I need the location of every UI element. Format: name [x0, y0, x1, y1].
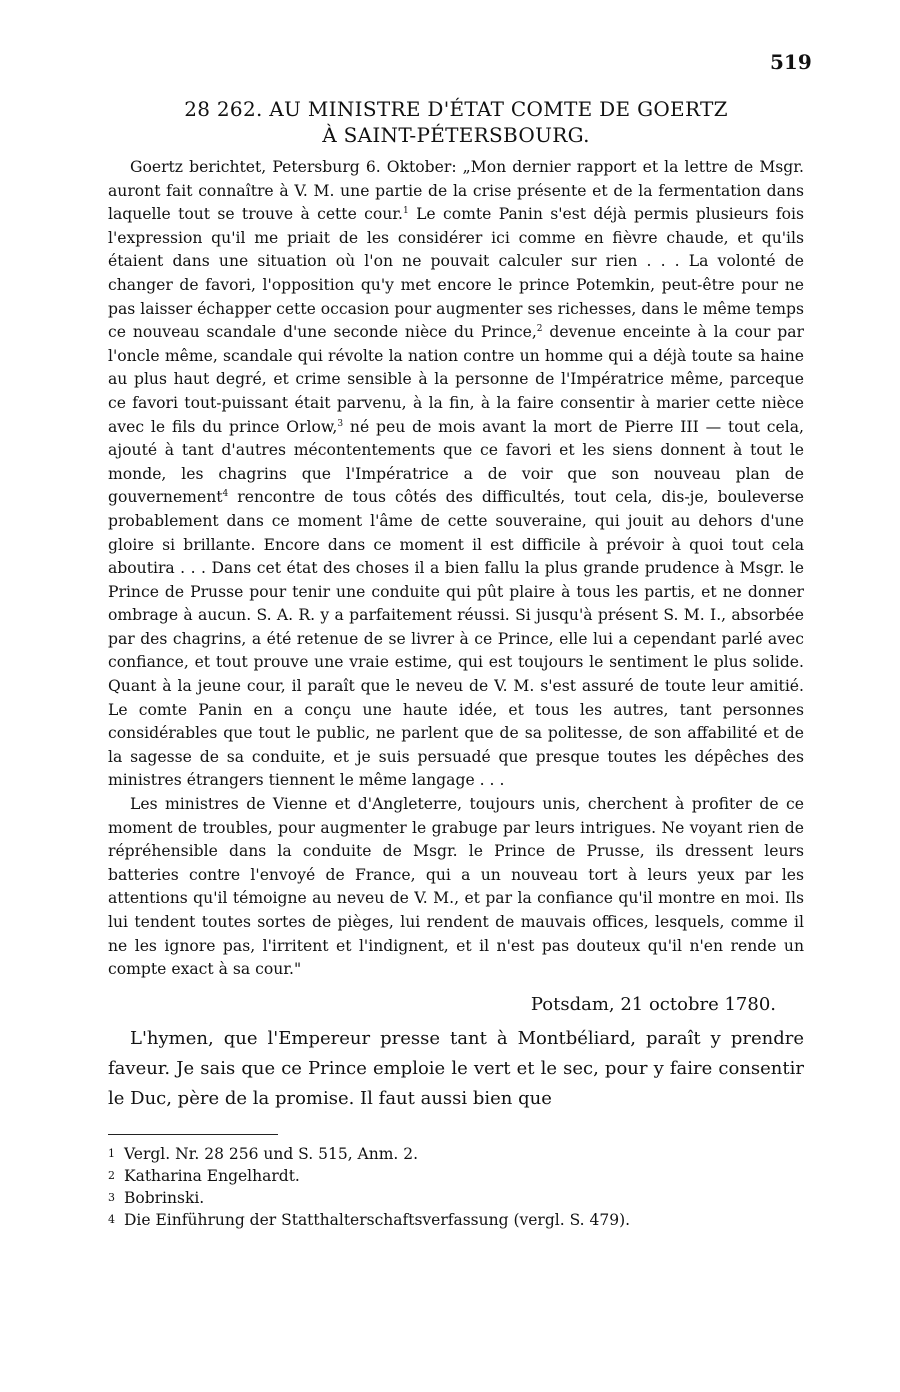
- footnote-ref-3: 3: [337, 418, 344, 429]
- footnote-number: 2: [108, 1168, 115, 1182]
- footnote-rule: [108, 1134, 278, 1135]
- footnote-text: Die Einführung der Statthalterschaftsverfassung (vergl. S. 479).: [124, 1210, 631, 1229]
- main-text: [108, 1024, 804, 1114]
- footnote-ref-2: 2: [536, 323, 543, 334]
- letter-paragraph-1: [108, 156, 804, 793]
- footnote-4: [108, 1209, 804, 1231]
- letter-text: Goertz berichtet, Petersburg 6. Oktober: „Mon dernier rapport et la lettre de Msgr. auront fait connaître à V. M. une partie de la crise présente et de la fermentation dans laquelle tout se trouve à cette cour.: [108, 158, 804, 224]
- footnote-number: 1: [108, 1146, 115, 1160]
- footnote-text: Vergl. Nr. 28 256 und S. 515, Anm. 2.: [124, 1144, 419, 1163]
- footnotes: [108, 1143, 804, 1231]
- page-number: 519: [770, 50, 812, 74]
- letter-paragraph-2: Les ministres de Vienne et d'Angleterre, toujours unis, cherchent à profiter de ce moment de troubles, pour augmenter le grabuge par leurs intrigues. Ne voyant rien de répréhensible dans la conduite de Msgr. le Prince de Prusse, ils dressent leurs batteries contre l'envoyé de France, qui a un nouveau tort à leurs yeux par les attentions qu'il témoigne au neveu de V. M., et par la confiance qu'il montre en moi. Ils lui tendent toutes sortes de pièges, lui rendent de mauvais offices, lesquels, comme il ne les ignore pas, l'irritent et l'indignent, et il n'est pas douteux qu'il n'en rende un compte exact à sa cour.": [108, 795, 804, 979]
- letter-excerpt: [108, 156, 804, 982]
- footnote-text: Katharina Engelhardt.: [124, 1166, 300, 1185]
- letter-text: né peu de mois avant la mort de Pierre III — tout cela, ajouté à tant d'autres mécontentements que ce favori et les siens donnent à tout le monde, les chagrins que l'Impératrice a de voir que son nouveau plan de gouvernement: [108, 417, 804, 507]
- dateline: Potsdam, 21 octobre 1780.: [530, 993, 776, 1015]
- footnote-ref-4: 4: [222, 489, 229, 500]
- body-paragraph: L'hymen, que l'Empereur presse tant à Montbéliard, paraît y prendre faveur. Je sais que ce Prince emploie le vert et le sec, pour y faire consentir le Duc, père de la promise. Il faut aussi bien que: [108, 1027, 804, 1109]
- document-heading: [108, 96, 804, 148]
- footnote-number: 4: [108, 1212, 115, 1226]
- letter-text: devenue enceinte à la cour par l'oncle même, scandale qui révolte la nation contre un homme qui a déjà toute sa haine au plus haut degré, et crime sensible à la personne de l'Impératrice même, parceque ce favori tout-puissant était parvenu, à la fin, à la faire consentir à marier cette nièce avec le fils du prince Orlow,: [108, 323, 804, 436]
- letter-text: rencontre de tous côtés des difficultés, tout cela, dis-je, bouleverse probablement dans ce moment l'âme de cette souveraine, qui jouit au dehors d'une gloire si brillante. Encore dans ce moment il est difficile à prévoir à quoi tout cela aboutira . . . Dans cet état des choses il a bien fallu la plus grande prudence à Msgr. le Prince de Prusse pour tenir une conduite qui pût plaire à tous les partis, et ne donner ombrage à aucun. S. A. R. y a parfaitement réussi. Si jusqu'à présent S. M. I., absorbée par des chagrins, a été retenue de se livrer à ce Prince, elle lui a cependant parlé avec confiance, et tout prouve une vraie estime, qui est toujours le sentiment le plus solide. Quant à la jeune cour, il paraît que le neveu de V. M. s'est assuré de toute leur amitié. Le comte Panin en a conçu une haute idée, et tous les autres, tant personnes considérables que tout le public, ne parlent que de sa politesse, de son affabilité et de la sagesse de sa conduite, et je suis persuadé que presque toutes les dépêches des ministres étrangers tiennent le même langage . . .: [108, 488, 804, 790]
- footnote-text: Bobrinski.: [124, 1188, 205, 1207]
- heading-line-1: 28 262. AU MINISTRE D'ÉTAT COMTE DE GOERTZ: [184, 97, 728, 121]
- heading-line-2: À SAINT-PÉTERSBOURG.: [322, 123, 590, 147]
- letter-text: Le comte Panin s'est déjà permis plusieurs fois l'expression qu'il me priait de les considérer ici comme en fièvre chaude, et qu'ils étaient dans une situation où l'on ne pouvait calculer sur rien . . . La volonté de changer de favori, l'opposition qu'y met encore le prince Potemkin, peut-être pour ne pas laisser échapper cette occasion pour augmenter ses richesses, dans le même temps ce nouveau scandale d'une seconde nièce du Prince,: [108, 205, 804, 342]
- footnote-3: [108, 1187, 804, 1209]
- document-page: [108, 48, 804, 1231]
- footnote-2: [108, 1165, 804, 1187]
- footnote-ref-1: 1: [403, 206, 409, 216]
- footnote-1: [108, 1143, 804, 1165]
- footnote-number: 3: [108, 1190, 115, 1204]
